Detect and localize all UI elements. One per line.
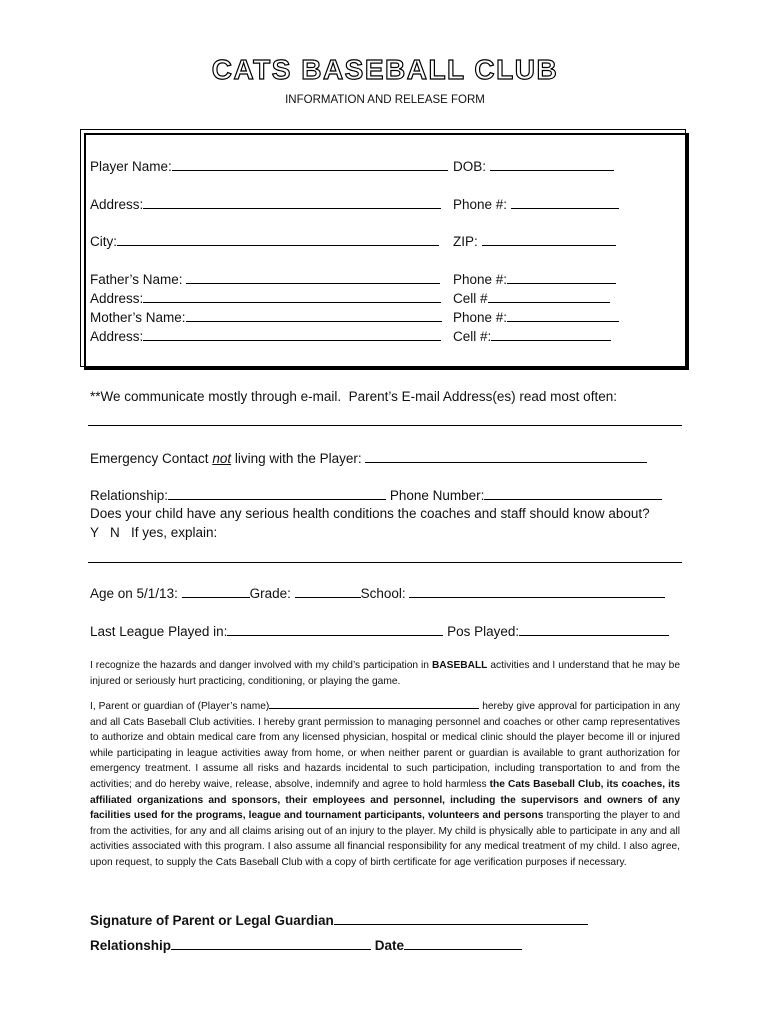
- zip-label: ZIP:: [453, 234, 478, 249]
- email-field[interactable]: [88, 425, 682, 426]
- relationship-label: Relationship:: [90, 488, 169, 503]
- phone-field[interactable]: [511, 196, 619, 209]
- phone-number-label: Phone Number:: [389, 488, 485, 503]
- mother-phone-label: Phone #:: [453, 310, 508, 325]
- city-field[interactable]: [117, 233, 439, 246]
- dob-label: DOB:: [453, 159, 487, 174]
- father-cell-label: Cell #: [453, 291, 488, 306]
- fathers-name-field[interactable]: [186, 271, 440, 284]
- grade-field[interactable]: [295, 585, 361, 598]
- release-p2-bold: the Cats Baseball Club, its coaches, its affiliated organizations and sponsors, their employees and personnel, including the supervisors and owners of any facilities used for the programs, league and tournament participants, volunteers and persons: [90, 778, 680, 822]
- father-phone-row: [453, 271, 616, 287]
- release-p2-text-b: hereby give approval for participation in any and all Cats Baseball Club activities. I hereby grant permission to managing personnel and coaches or other camp representatives to authorize and obtain medical care from any licensed physician, hospital or medical clinic should the player become ill or injured while participating in league activities away from home, or when neither parent or guardian is available to grant authorization for emergency treatment. I assume all risks and hazards incidental to such participation, including transportation to and from the activities; and do hereby waive, release, absolve, indemnify and agree to hold harmless: [90, 701, 681, 790]
- father-cell-field[interactable]: [488, 290, 610, 303]
- fathers-name-row: [90, 271, 440, 287]
- zip-field[interactable]: [482, 233, 616, 246]
- relationship-row: [90, 487, 662, 503]
- phone-number-field[interactable]: [484, 487, 662, 500]
- address-row: [90, 196, 441, 212]
- release-p1-text-b: activities and I understand that he may be injured or seriously hurt practicing, conditioning, or playing the game.: [90, 660, 681, 687]
- emergency-contact-field[interactable]: [365, 450, 647, 463]
- date-label: Date: [374, 938, 405, 953]
- phone-row: [453, 196, 619, 212]
- city-row: [90, 233, 439, 249]
- email-note: **We communicate mostly through e-mail. Parent’s E-mail Address(es) read most often:: [90, 389, 617, 404]
- pos-played-label: Pos Played:: [447, 624, 520, 639]
- last-league-label: Last League Played in:: [90, 624, 228, 639]
- age-field[interactable]: [182, 585, 250, 598]
- player-name-field[interactable]: [172, 158, 448, 171]
- emergency-label-not: not: [212, 451, 232, 466]
- age-label: Age on 5/1/13:: [90, 586, 178, 601]
- sig-relationship-label: Relationship: [90, 938, 172, 953]
- phone-label: Phone #:: [453, 197, 508, 212]
- school-label: School:: [360, 586, 406, 601]
- sig-relationship-field[interactable]: [171, 937, 371, 950]
- player-name-row: [90, 158, 448, 174]
- emergency-contact-row: [90, 450, 647, 466]
- fathers-name-label: Father’s Name:: [90, 272, 183, 287]
- last-league-field[interactable]: [227, 623, 443, 636]
- mothers-name-field[interactable]: [186, 309, 442, 322]
- mother-address-label: Address:: [90, 329, 144, 344]
- signature-row: [90, 912, 588, 928]
- relationship-field[interactable]: [168, 487, 386, 500]
- release-paragraph-1: [90, 658, 680, 689]
- age-grade-school-row: [90, 585, 665, 601]
- zip-row: [453, 233, 616, 249]
- father-address-field[interactable]: [143, 290, 441, 303]
- father-address-row: [90, 290, 441, 306]
- mother-address-row: [90, 328, 441, 344]
- dob-row: [453, 158, 614, 174]
- father-phone-field[interactable]: [507, 271, 616, 284]
- grade-label: Grade:: [249, 586, 291, 601]
- emergency-label-before: Emergency Contact: [90, 451, 213, 466]
- mother-cell-row: [453, 328, 611, 344]
- health-question: Does your child have any serious health conditions the coaches and staff should know about?: [90, 506, 650, 521]
- form-title: CATS BASEBALL CLUB: [211, 54, 559, 85]
- release-p2-text-c: transporting the player to and from the activities, for any and all claims arising out of an injury to the player. My child is physically able to participate in any and all activities associated with this program. I also assume all financial responsibility for any medical treatment of my child. I also agree, upon request, to supply the Cats Baseball Club with a copy of birth certificate for age verification purposes if necessary.: [90, 810, 680, 868]
- address-label: Address:: [90, 197, 144, 212]
- release-p1-text-a: I recognize the hazards and danger involved with my child’s participation in: [90, 660, 432, 671]
- father-phone-label: Phone #:: [453, 272, 508, 287]
- league-row: [90, 623, 669, 639]
- father-cell-row: [453, 290, 610, 306]
- health-explain-field[interactable]: [88, 562, 682, 563]
- date-field[interactable]: [404, 937, 522, 950]
- emergency-label-after: living with the Player:: [231, 451, 362, 466]
- release-p1-bold: BASEBALL: [431, 660, 488, 671]
- form-subtitle: INFORMATION AND RELEASE FORM: [285, 94, 485, 106]
- mother-phone-row: [453, 309, 619, 325]
- release-p2-text-a: I, Parent or guardian of (Player’s name): [90, 701, 270, 712]
- player-name-label: Player Name:: [90, 159, 172, 174]
- mother-address-field[interactable]: [143, 328, 441, 341]
- mother-cell-field[interactable]: [491, 328, 611, 341]
- address-field[interactable]: [143, 196, 441, 209]
- city-label: City:: [90, 234, 117, 249]
- signature-field[interactable]: [334, 912, 588, 925]
- players-name-field[interactable]: [269, 698, 479, 709]
- health-yes-no: Y N If yes, explain:: [90, 525, 218, 540]
- mother-phone-field[interactable]: [507, 309, 619, 322]
- signature-label: Signature of Parent or Legal Guardian: [90, 913, 334, 928]
- school-field[interactable]: [409, 585, 665, 598]
- mothers-name-label: Mother’s Name:: [90, 310, 186, 325]
- father-address-label: Address:: [90, 291, 144, 306]
- dob-field[interactable]: [490, 158, 614, 171]
- mother-cell-label: Cell #:: [453, 329, 492, 344]
- pos-played-field[interactable]: [519, 623, 669, 636]
- mothers-name-row: [90, 309, 442, 325]
- release-paragraph-2: [90, 698, 680, 871]
- relationship-date-row: [90, 937, 522, 953]
